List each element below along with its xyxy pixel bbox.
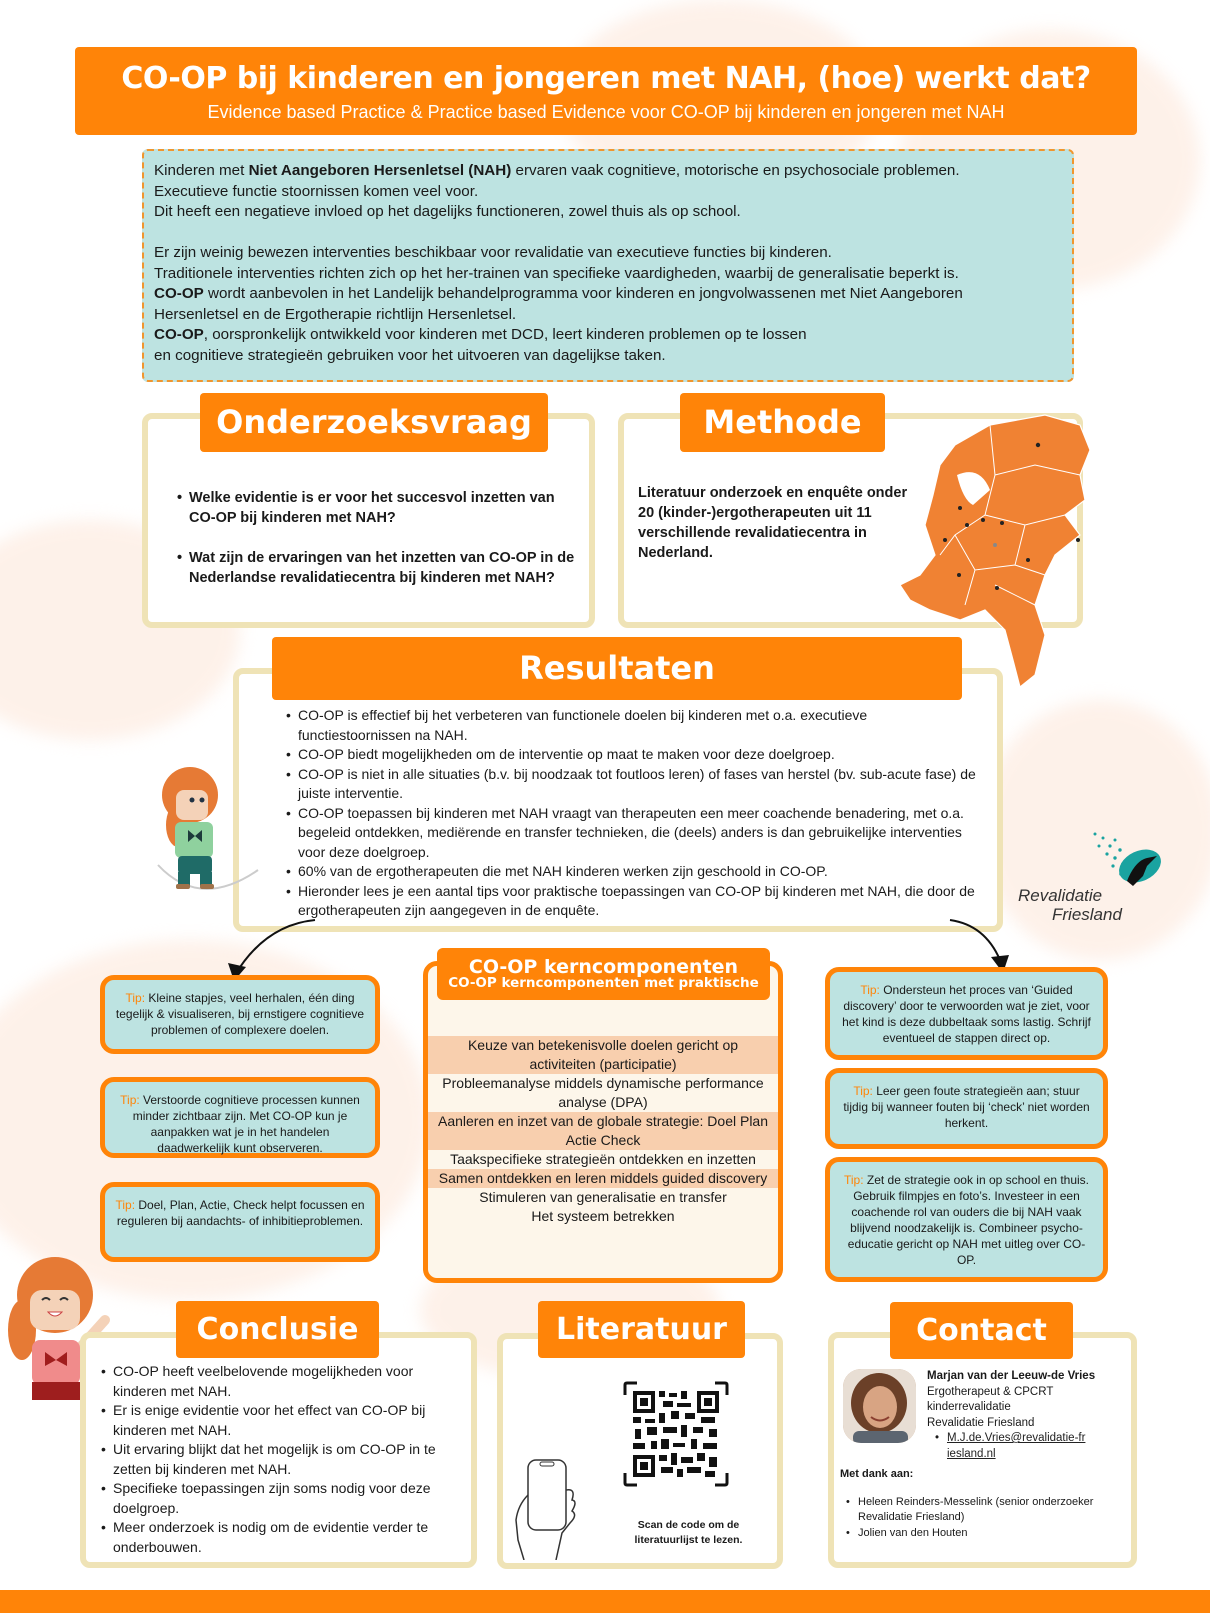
tip-text bbox=[115, 1092, 365, 1156]
tip-body: Verstoorde cognitieve processen kunnen minder zichtbaar zijn. Met CO-OP kun je aanpakken wat je in het handelen daadwerkelijk kunt observeren. bbox=[132, 1093, 360, 1155]
tip-card bbox=[825, 1068, 1108, 1149]
intro-line: Dit heeft een negatieve invloed op het dagelijks functioneren, zowel thuis als op school. bbox=[154, 203, 741, 220]
tip-card bbox=[825, 1157, 1108, 1282]
tip-body: Doel, Plan, Actie, Check helpt focussen en reguleren bij aandachts- of inhibitieproblemen. bbox=[116, 1198, 365, 1228]
kerncomponenten-heading: CO-OP kerncomponenten bbox=[468, 956, 739, 978]
intro-bold: CO-OP bbox=[154, 285, 204, 302]
email-link[interactable]: M.J.de.Vries@revalidatie-friesland.nl bbox=[947, 1432, 1086, 1460]
poster-subtitle: Evidence based Practice & Practice based Evidence voor CO-OP bij kinderen en jongeren met NAH bbox=[207, 102, 1005, 122]
result-item: • CO-OP biedt mogelijkheden om de interventie op maat te maken voor deze doelgroep. bbox=[298, 745, 982, 765]
tip-body: Ondersteun het proces van ‘Guided discovery’ door te verwoorden wat je ziet, voor het kind is deze dubbeltaak soms lastig. Schrijf eventueel de stappen direct op. bbox=[842, 983, 1091, 1045]
onderzoeksvraag-list bbox=[175, 488, 585, 608]
qr-caption: Scan de code om de literatuurlijst te lezen. bbox=[634, 1519, 743, 1546]
component-item: Stimuleren van generalisatie en transfer bbox=[479, 1189, 727, 1205]
email-item bbox=[947, 1431, 1127, 1462]
tip-text bbox=[115, 990, 365, 1038]
contact-title: Contact bbox=[890, 1302, 1073, 1359]
kerncomponenten-title bbox=[437, 948, 770, 1000]
contact-organization: Revalidatie Friesland bbox=[927, 1416, 1035, 1429]
component-item: Probleemanalyse middels dynamische performance analyse (DPA) bbox=[442, 1075, 764, 1110]
conclusion-item: • Er is enige evidentie voor het effect van CO-OP bij kinderen met NAH. bbox=[113, 1401, 469, 1440]
component-item: Taakspecifieke strategieën ontdekken en inzetten bbox=[450, 1151, 756, 1167]
poster-header bbox=[75, 47, 1137, 135]
intro-line: Executieve functie stoornissen komen veel voor. bbox=[154, 182, 479, 200]
component-item: Samen ontdekken en leren middels guided discovery bbox=[428, 1169, 778, 1188]
tip-label: Tip: bbox=[125, 991, 146, 1005]
tip-text bbox=[115, 1197, 365, 1229]
intro-box bbox=[142, 149, 1074, 382]
phone-in-hand-icon bbox=[510, 1455, 580, 1560]
conclusie-list bbox=[99, 1362, 469, 1557]
intro-line bbox=[154, 161, 1062, 182]
question-item: • Wat zijn de ervaringen van het inzetten van CO-OP in de Nederlandse revalidatiecentra bij kinderen met NAH? bbox=[189, 548, 585, 588]
intro-text: ervaren vaak cognitieve, motorische en psychosociale problemen. bbox=[511, 162, 960, 179]
methode-title: Methode bbox=[680, 393, 885, 452]
intro-text: , oorspronkelijk ontwikkeld voor kinderen met DCD, leert kinderen problemen op te lossen bbox=[203, 326, 807, 343]
onderzoeksvraag-title: Onderzoeksvraag bbox=[200, 393, 548, 452]
tip-card bbox=[825, 967, 1108, 1060]
tip-body: Leer geen foute strategieën aan; stuur tijdig bij wanneer fouten bij ‘check’ niet worden herkent. bbox=[843, 1084, 1090, 1130]
methode-text: Literatuur onderzoek en enquête onder 20 (kinder-)ergotherapeuten uit 11 verschillende revalidatiecentra in Nederland. bbox=[638, 485, 908, 561]
intro-line bbox=[154, 284, 1062, 305]
acknowledgements bbox=[840, 1467, 1130, 1541]
contact-info bbox=[927, 1369, 1127, 1462]
arrow-down-right-icon bbox=[945, 915, 1015, 975]
intro-line: Er zijn weinig bewezen interventies beschikbaar voor revalidatie van executieve functies bij kinderen. bbox=[154, 244, 832, 261]
tip-card bbox=[100, 975, 380, 1054]
contact-name: Marjan van der Leeuw-de Vries bbox=[927, 1370, 1096, 1382]
logo-text: Friesland bbox=[1052, 905, 1122, 924]
tip-label: Tip: bbox=[853, 1084, 873, 1098]
tip-card bbox=[100, 1077, 380, 1158]
kerncomponenten-list bbox=[428, 1036, 778, 1226]
intro-text: wordt aanbevolen in het Landelijk behandelprogramma voor kinderen en jongvolwassenen met Niet Aangeboren bbox=[203, 285, 963, 302]
kerncomponenten-subheading: CO-OP kerncomponenten met praktische bbox=[448, 975, 759, 991]
tip-card bbox=[100, 1182, 380, 1262]
logo-text: Revalidatie bbox=[1018, 886, 1103, 905]
thanks-heading: Met dank aan: bbox=[840, 1468, 914, 1480]
tip-body: Zet de strategie ook in op school en thuis. Gebruik filmpjes en foto’s. Investeer in een coachende rol van ouders die bij NAH vaak blijvend noodzakelijk is. Combineer psycho-educatie gericht op NAH met uitleg over CO-OP. bbox=[847, 1173, 1090, 1267]
result-item: • 60% van de ergotherapeuten die met NAH kinderen werken zijn geschoold in CO-OP. bbox=[298, 862, 982, 882]
resultaten-title: Resultaten bbox=[272, 637, 962, 700]
resultaten-list bbox=[282, 706, 982, 921]
qr-code-icon[interactable] bbox=[623, 1381, 729, 1487]
result-item: • CO-OP is effectief bij het verbeteren van functionele doelen bij kinderen met o.a. executieve functiestoornissen na NAH. bbox=[298, 706, 982, 745]
contact-role: kinderrevalidatie bbox=[927, 1401, 1011, 1413]
thanks-item: • Heleen Reinders-Messelink (senior onderzoeker Revalidatie Friesland) bbox=[858, 1495, 1130, 1526]
conclusion-item: • Meer onderzoek is nodig om de evidentie verder te onderbouwen. bbox=[113, 1518, 469, 1557]
tip-label: Tip: bbox=[860, 983, 880, 997]
footer-bar bbox=[0, 1590, 1210, 1613]
question-item: • Welke evidentie is er voor het succesvol inzetten van CO-OP bij kinderen met NAH? bbox=[189, 488, 585, 528]
intro-text: Kinderen met bbox=[154, 162, 249, 179]
tip-text bbox=[840, 1172, 1093, 1268]
tip-label: Tip: bbox=[120, 1093, 140, 1107]
contact-role: Ergotherapeut & CPCRT bbox=[927, 1385, 1054, 1398]
tip-text bbox=[840, 1083, 1093, 1131]
component-item: Aanleren en inzet van de globale strategie: Doel Plan Actie Check bbox=[428, 1112, 778, 1150]
poster-title: CO-OP bij kinderen en jongeren met NAH, (hoe) werkt dat? bbox=[121, 61, 1091, 96]
tip-body: Kleine stapjes, veel herhalen, één ding tegelijk & visualiseren, bij ernstigere cognitieve problemen of complexere doelen. bbox=[115, 991, 365, 1037]
intro-line: en cognitieve strategieën gebruiken voor het uitvoeren van dagelijkse taken. bbox=[154, 346, 666, 364]
result-item: • CO-OP toepassen bij kinderen met NAH vraagt van therapeuten een meer coachende benadering, met o.a. begeleid ontdekken, mediërende en transfer technieken, die (deels) anders is dan gebruikelijke interventies voor deze doelgroep. bbox=[298, 804, 982, 863]
tip-label: Tip: bbox=[843, 1173, 864, 1187]
revalidatie-friesland-logo bbox=[1015, 826, 1165, 926]
literatuur-title: Literatuur bbox=[538, 1301, 745, 1358]
intro-line: Hersenletsel en de Ergotherapie richtlijn Hersenletsel. bbox=[154, 305, 517, 323]
intro-spacer bbox=[154, 223, 1062, 244]
intro-line bbox=[154, 325, 1062, 346]
tip-text bbox=[840, 982, 1093, 1046]
result-item: • CO-OP is niet in alle situaties (b.v. bij noodzaak tot foutloos leren) of fases van herstel (bv. sub-acute fase) de juiste interventie. bbox=[298, 765, 982, 804]
result-item: • Hieronder lees je een aantal tips voor praktische toepassingen van CO-OP bij kinderen met NAH, die door de ergotherapeuten zijn aangegeven in de enquête. bbox=[298, 882, 982, 921]
intro-line: Traditionele interventies richten zich op het her-trainen van specifieke vaardigheden, waarbij de generalisatie beperkt is. bbox=[154, 264, 959, 282]
conclusie-title: Conclusie bbox=[176, 1301, 379, 1358]
tip-label: Tip: bbox=[115, 1198, 136, 1212]
conclusion-item: • CO-OP heeft veelbelovende mogelijkheden voor kinderen met NAH. bbox=[113, 1362, 469, 1401]
conclusion-item: • Uit ervaring blijkt dat het mogelijk is om CO-OP in te zetten bij kinderen met NAH. bbox=[113, 1440, 469, 1479]
thanks-item: • Jolien van den Houten bbox=[858, 1526, 1130, 1542]
component-item: Keuze van betekenisvolle doelen gericht op activiteiten (participatie) bbox=[428, 1036, 778, 1074]
intro-bold: CO-OP bbox=[154, 326, 204, 343]
component-item: Het systeem betrekken bbox=[531, 1208, 675, 1224]
conclusion-item: • Specifieke toepassingen zijn soms nodig voor deze doelgroep. bbox=[113, 1479, 469, 1518]
contact-photo-avatar bbox=[843, 1369, 916, 1443]
intro-bold: Niet Aangeboren Hersenletsel (NAH) bbox=[248, 162, 512, 179]
girl-jumping-rope-icon bbox=[140, 760, 260, 900]
